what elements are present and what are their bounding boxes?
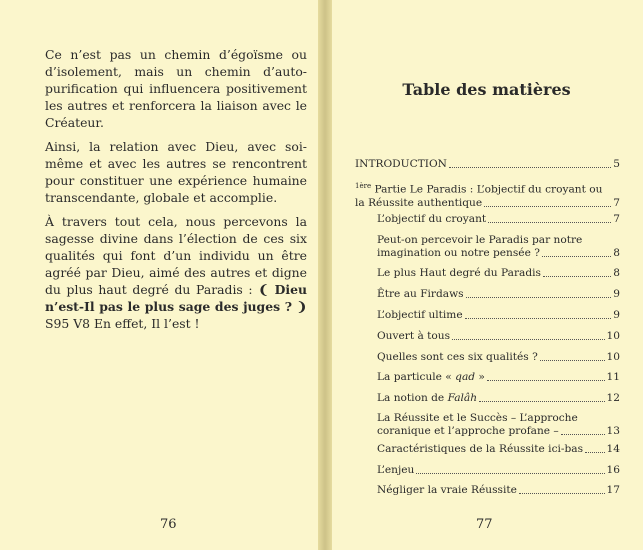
- toc-label-line-1: La Réussite et le Succès – L’approche: [377, 412, 578, 424]
- toc-page-number: 17: [606, 484, 620, 496]
- toc-leader-dots: [540, 360, 605, 361]
- toc-page-number: 8: [613, 267, 620, 279]
- toc-label-text-end: »: [475, 371, 485, 383]
- toc-entry-negliger: [377, 484, 620, 497]
- toc-entry-part-1: [355, 180, 620, 210]
- toc-title: Table des matières: [402, 80, 571, 99]
- quran-quote: ❨ Dieu n’est-Il pas le plus sage des juges ? ❩: [45, 282, 307, 314]
- toc-page-number: 16: [606, 464, 620, 476]
- toc-entry-firdaws: [377, 288, 620, 301]
- toc-leader-dots: [487, 380, 605, 381]
- toc-label-line-2: la Réussite authentique: [355, 196, 483, 209]
- toc-page-number: 13: [606, 425, 620, 437]
- toc-label: Le plus Haut degré du Paradis: [377, 267, 541, 279]
- toc-entry-caracteristiques: [377, 443, 620, 456]
- toc-page-number: 5: [613, 158, 620, 170]
- toc-label-line-2: imagination ou notre pensée ?: [377, 247, 540, 259]
- toc-label: Quelles sont ces six qualités ?: [377, 351, 538, 363]
- toc-label: Caractéristiques de la Réussite ici-bas: [377, 443, 584, 455]
- toc-label: L’objectif ultime: [377, 309, 463, 321]
- toc-entry-percevoir: [377, 234, 620, 260]
- paragraph-1: Ce n’est pas un chemin d’égoïsme ou d’isolement, mais un chemin d’auto-purification qui influencera positivement les autres et renforcera la liaison avec le Créateur.: [45, 47, 307, 130]
- toc-page-number: 14: [606, 443, 620, 455]
- toc-page-number: 9: [613, 309, 620, 321]
- toc-leader-dots: [466, 297, 612, 298]
- toc-page-number: 11: [606, 371, 620, 383]
- toc-entry-ouvert: [377, 330, 620, 343]
- toc-entry-qad: [377, 371, 620, 384]
- toc-label-line-1: Peut-on percevoir le Paradis par notre: [377, 234, 583, 246]
- toc-label-text: Partie Le Paradis : L’objectif du croyant ou: [371, 183, 603, 196]
- left-page-body: [45, 46, 307, 339]
- toc-entry-objectif-croyant: [377, 213, 620, 226]
- toc-page-number: 8: [613, 247, 620, 259]
- toc-leader-dots: [452, 339, 604, 340]
- toc-entry-introduction: [355, 158, 620, 171]
- toc-leader-dots: [479, 401, 604, 402]
- toc-label: L’objectif du croyant: [377, 213, 487, 225]
- toc-page-number: 9: [613, 288, 620, 300]
- toc-label: [377, 371, 485, 384]
- toc-label-line-2: coranique et l’approche profane –: [377, 425, 559, 437]
- toc-leader-dots: [543, 276, 611, 277]
- toc-page-number: 10: [606, 330, 620, 342]
- toc-leader-dots: [465, 318, 612, 319]
- paragraph-3-lead: À travers tout cela, nous percevons la sagesse divine dans l’élection de ces six qualités qui font d’un individu un être agréé par Dieu, aimé des autres et digne du plus haut degré du Paradis :: [45, 214, 307, 297]
- toc-page-number: 10: [606, 351, 620, 363]
- toc-label: [377, 392, 477, 405]
- toc-entry-haut-degre: [377, 267, 620, 280]
- toc-label-text: La particule «: [377, 371, 456, 383]
- toc-entry-six-qualites: [377, 351, 620, 364]
- toc-label-italic: Falâh: [447, 392, 478, 404]
- toc-leader-dots: [519, 493, 605, 494]
- ordinal-superscript: 1ère: [355, 182, 372, 190]
- toc-leader-dots: [449, 167, 611, 168]
- toc-label: INTRODUCTION: [355, 158, 447, 170]
- toc-leader-dots: [484, 206, 611, 207]
- toc-label: Négliger la vraie Réussite: [377, 484, 517, 496]
- toc-label-text: La notion de: [377, 392, 448, 404]
- paragraph-2: Ainsi, la relation avec Dieu, avec soi-même et avec les autres se rencontrent pour constituer une expérience humaine transcendante, globale et accomplie.: [45, 139, 307, 205]
- page-number-right: 77: [476, 517, 493, 532]
- toc-entry-falah: [377, 392, 620, 405]
- toc-leader-dots: [488, 222, 611, 223]
- toc-leader-dots: [585, 452, 605, 453]
- paragraph-3: [45, 213, 307, 332]
- toc-page-number: 7: [613, 196, 620, 209]
- paragraph-3-tail: S95 V8 En effet, Il l’est !: [45, 316, 200, 331]
- toc-label-italic: qad: [455, 371, 476, 383]
- toc-label: Ouvert à tous: [377, 330, 451, 342]
- toc-leader-dots: [416, 473, 604, 474]
- toc-leader-dots: [561, 434, 605, 435]
- toc-page-number: 7: [613, 213, 620, 225]
- toc-entry-enjeu: [377, 464, 620, 477]
- toc-label: L’enjeu: [377, 464, 415, 476]
- page-number-left: 76: [160, 517, 177, 532]
- toc-page-number: 12: [606, 392, 620, 404]
- toc-entry-objectif-ultime: [377, 309, 620, 322]
- toc-label: Être au Firdaws: [377, 288, 464, 300]
- toc-label-line-1: [355, 180, 620, 197]
- toc-leader-dots: [542, 256, 611, 257]
- toc-entry-reussite-succes: [377, 412, 620, 438]
